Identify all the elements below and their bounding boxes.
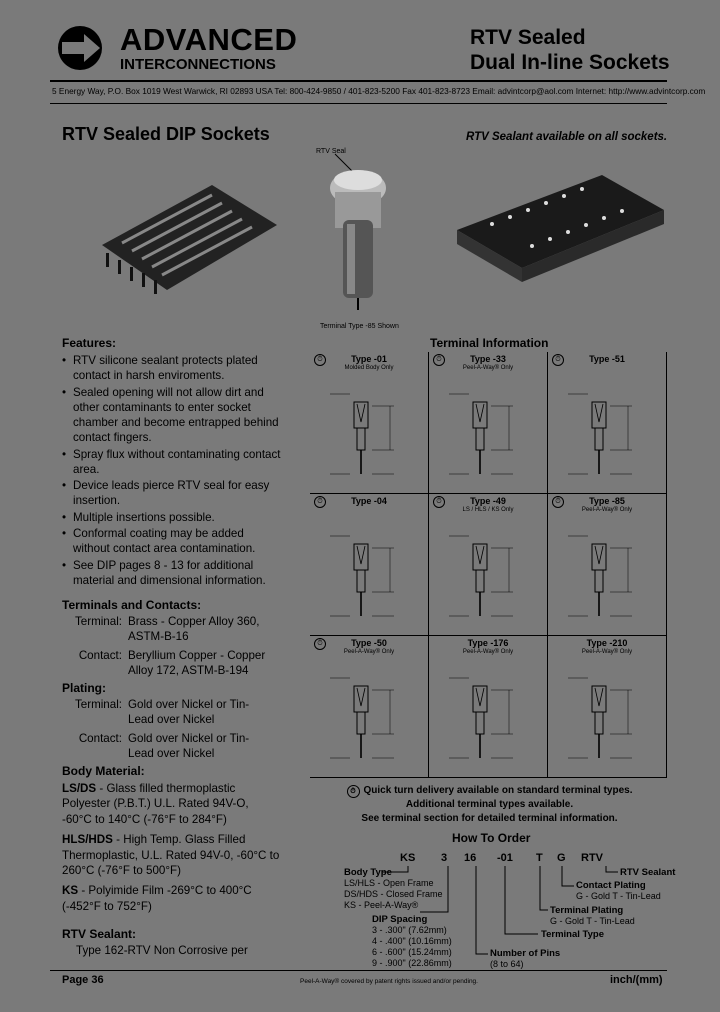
patent-notice: Peel-A-Way® covered by patent rights issued and/or pending. [300, 978, 478, 985]
quick-turn-icon: ⏱ [552, 496, 564, 508]
contact-plating-heading: Contact Plating [576, 880, 646, 891]
section-title: RTV Sealed DIP Sockets [62, 124, 270, 144]
body-material-section [62, 764, 280, 914]
page-title-line2: Dual In-line Sockets [470, 51, 670, 74]
terminal-type-176: Type -176 Peel-A-Way® Only [429, 636, 548, 778]
terminal-shown-label: Terminal Type -85 Shown [320, 323, 399, 330]
contact-material-row: Contact: Beryllium Copper - Copper Alloy 172, ASTM-B-194 [78, 648, 266, 678]
company-name: ADVANCED [120, 22, 298, 57]
terminal-plating-row: Terminal: Gold over Nickel or Tin-Lead over Nickel [74, 698, 250, 727]
contact-plating-legend: Contact Plating G - Gold T - Tin-Lead [576, 880, 661, 901]
list-item: • See DIP pages 8 - 13 for additional material and dimensional information. [62, 558, 266, 587]
contact-rule [50, 103, 667, 104]
sealed-socket-photo [452, 160, 672, 290]
terminal-plating-legend: Terminal Plating G - Gold T - Tin-Lead [550, 905, 635, 926]
terminal-notes [312, 784, 667, 825]
rtv-sealant-text: Type 162-RTV Non Corrosive per [76, 944, 248, 957]
terminal-type-210: Type -210 Peel-A-Way® Only [548, 636, 667, 778]
terminal-type-85: ⏱ Type -85 Peel-A-Way® Only [548, 494, 667, 636]
body-material-hls-hds: HLS/HDS - High Temp. Glass Filled Thermoplastic, U.L. Rated 94V-0, -60°C to 260°C (-76°F to 500°F) [62, 833, 280, 878]
footer-rule [50, 970, 667, 971]
code-part-pins: 16 [464, 852, 477, 864]
terminal-type-01: ⏱ Type -01 Molded Body Only [310, 352, 429, 494]
terminal-drawing [548, 656, 666, 774]
terminal-info-heading: Terminal Information [430, 336, 549, 350]
terminals-contacts-heading: Terminals and Contacts: [62, 598, 202, 612]
open-frame-socket-photo [92, 165, 282, 305]
terminal-type-49: ⏱ Type -49 LS / HLS / KS Only [429, 494, 548, 636]
terminal-drawing [429, 656, 547, 774]
quick-turn-note: ⏱ Quick turn delivery available on standard terminal types. [312, 784, 667, 798]
number-of-pins-legend: Number of Pins (8 to 64) [490, 948, 561, 969]
company-name-sub: INTERCONNECTIONS [120, 56, 276, 73]
plating-heading: Plating: [62, 681, 106, 695]
quick-turn-icon: ⏱ [433, 354, 445, 366]
rtv-availability-note: RTV Sealant available on all sockets. [466, 131, 668, 143]
rtv-sealant-heading: RTV Sealant: [62, 927, 137, 941]
company-logo [58, 26, 102, 70]
terminal-drawing [548, 514, 666, 632]
terminal-type-legend [541, 929, 604, 940]
terminal-plating-heading: Terminal Plating [550, 905, 624, 916]
quick-turn-icon: ⏱ [314, 496, 326, 508]
code-part-terminal-plating: T [536, 852, 543, 864]
list-item: • Spray flux without contaminating contact area. [62, 447, 281, 476]
list-item: • Conformal coating may be added without contact area contamination. [62, 527, 256, 556]
terminal-grid [310, 352, 667, 780]
header-rule [50, 80, 667, 82]
contact-plating-row: Contact: Gold over Nickel or Tin-Lead over Nickel [78, 731, 250, 761]
dip-spacing-heading: DIP Spacing [372, 914, 428, 925]
body-material-heading: Body Material: [62, 764, 145, 778]
quick-turn-icon: ⏱ [347, 785, 360, 798]
additional-types-note: Additional terminal types available. [405, 799, 574, 810]
body-type-heading: Body Type [344, 867, 392, 878]
rtv-sealant-legend [620, 867, 675, 878]
code-part-rtv: RTV [581, 852, 603, 864]
terminal-drawing [548, 372, 666, 490]
body-material-ls-ds: LS/DS - Glass filled thermoplastic Polyester (P.B.T.) U.L. Rated 94V-O, -60°C to 140°C (-76°F to 284°F) [62, 782, 249, 826]
how-to-order-heading: How To Order [452, 831, 531, 845]
list-item: • Multiple insertions possible. [62, 510, 215, 524]
quick-turn-icon: ⏱ [433, 496, 445, 508]
terminal-type-33: ⏱ Type -33 Peel-A-Way® Only [429, 352, 548, 494]
list-item: • RTV silicone sealant protects plated contact in harsh enviroments. [62, 354, 258, 383]
code-part-terminal: -01 [497, 852, 513, 864]
page-title-line1: RTV Sealed [470, 26, 586, 49]
dip-spacing-legend: DIP Spacing 3 - .300" (7.62mm) 4 - .400" (10.16mm) 6 - .600" (15.24mm) 9 - .900" (22.86mm) [372, 914, 452, 968]
terminal-type-50: ⏱ Type -50 Peel-A-Way® Only [310, 636, 429, 778]
quick-turn-icon: ⏱ [314, 354, 326, 366]
page-number: Page 36 [62, 974, 104, 986]
terminal-drawing [310, 514, 428, 632]
units-label: inch/(mm) [610, 974, 663, 986]
code-part-spacing: 3 [441, 852, 448, 864]
code-part-contact-plating: G [557, 852, 566, 864]
rtv-sealant-order-heading: RTV Sealant [620, 867, 676, 878]
quick-turn-icon: ⏱ [314, 638, 326, 650]
number-of-pins-heading: Number of Pins [490, 948, 561, 959]
list-item: • Device leads pierce RTV seal for easy insertion. [62, 479, 270, 508]
terminal-drawing [310, 656, 428, 774]
quick-turn-icon: ⏱ [552, 354, 564, 366]
code-part-body: KS [400, 852, 416, 864]
terminal-type-04: ⏱ Type -04 [310, 494, 429, 636]
features-heading: Features: [62, 336, 117, 350]
rtv-sealant-section [62, 927, 282, 958]
terminal-drawing [310, 372, 428, 490]
terminal-drawing [429, 372, 547, 490]
features-list [62, 353, 282, 589]
rtv-seal-label: RTV Seal [316, 148, 346, 155]
terminal-closeup-photo [315, 150, 395, 320]
body-type-legend: Body Type LS/HLS - Open Frame DS/HDS - Closed Frame KS - Peel-A-Way® [344, 867, 443, 910]
terminals-contacts-section [62, 598, 282, 679]
terminal-type-heading: Terminal Type [541, 929, 604, 940]
body-material-ks: KS - Polyimide Film -269°C to 400°C (-452°F to 752°F) [62, 884, 252, 913]
terminal-type-51: ⏱ Type -51 [548, 352, 667, 494]
terminal-material-row: Terminal: Brass - Copper Alloy 360, ASTM-B-16 [74, 615, 260, 644]
terminal-drawing [429, 514, 547, 632]
list-item: • Sealed opening will not allow dirt and other contaminants to enter socket chamber and become entrapped behind contact fingers. [62, 385, 279, 445]
plating-section [62, 681, 282, 762]
arrow-icon [58, 26, 102, 70]
contact-line: 5 Energy Way, P.O. Box 1019 West Warwick, RI 02893 USA Tel: 800-424-9850 / 401-823-5200 Fax 401-823-8723 Email: advintcorp@aol.com Internet: http://www.advintcorp.com [52, 86, 706, 96]
terminal-section-note: See terminal section for detailed terminal information. [361, 812, 618, 824]
